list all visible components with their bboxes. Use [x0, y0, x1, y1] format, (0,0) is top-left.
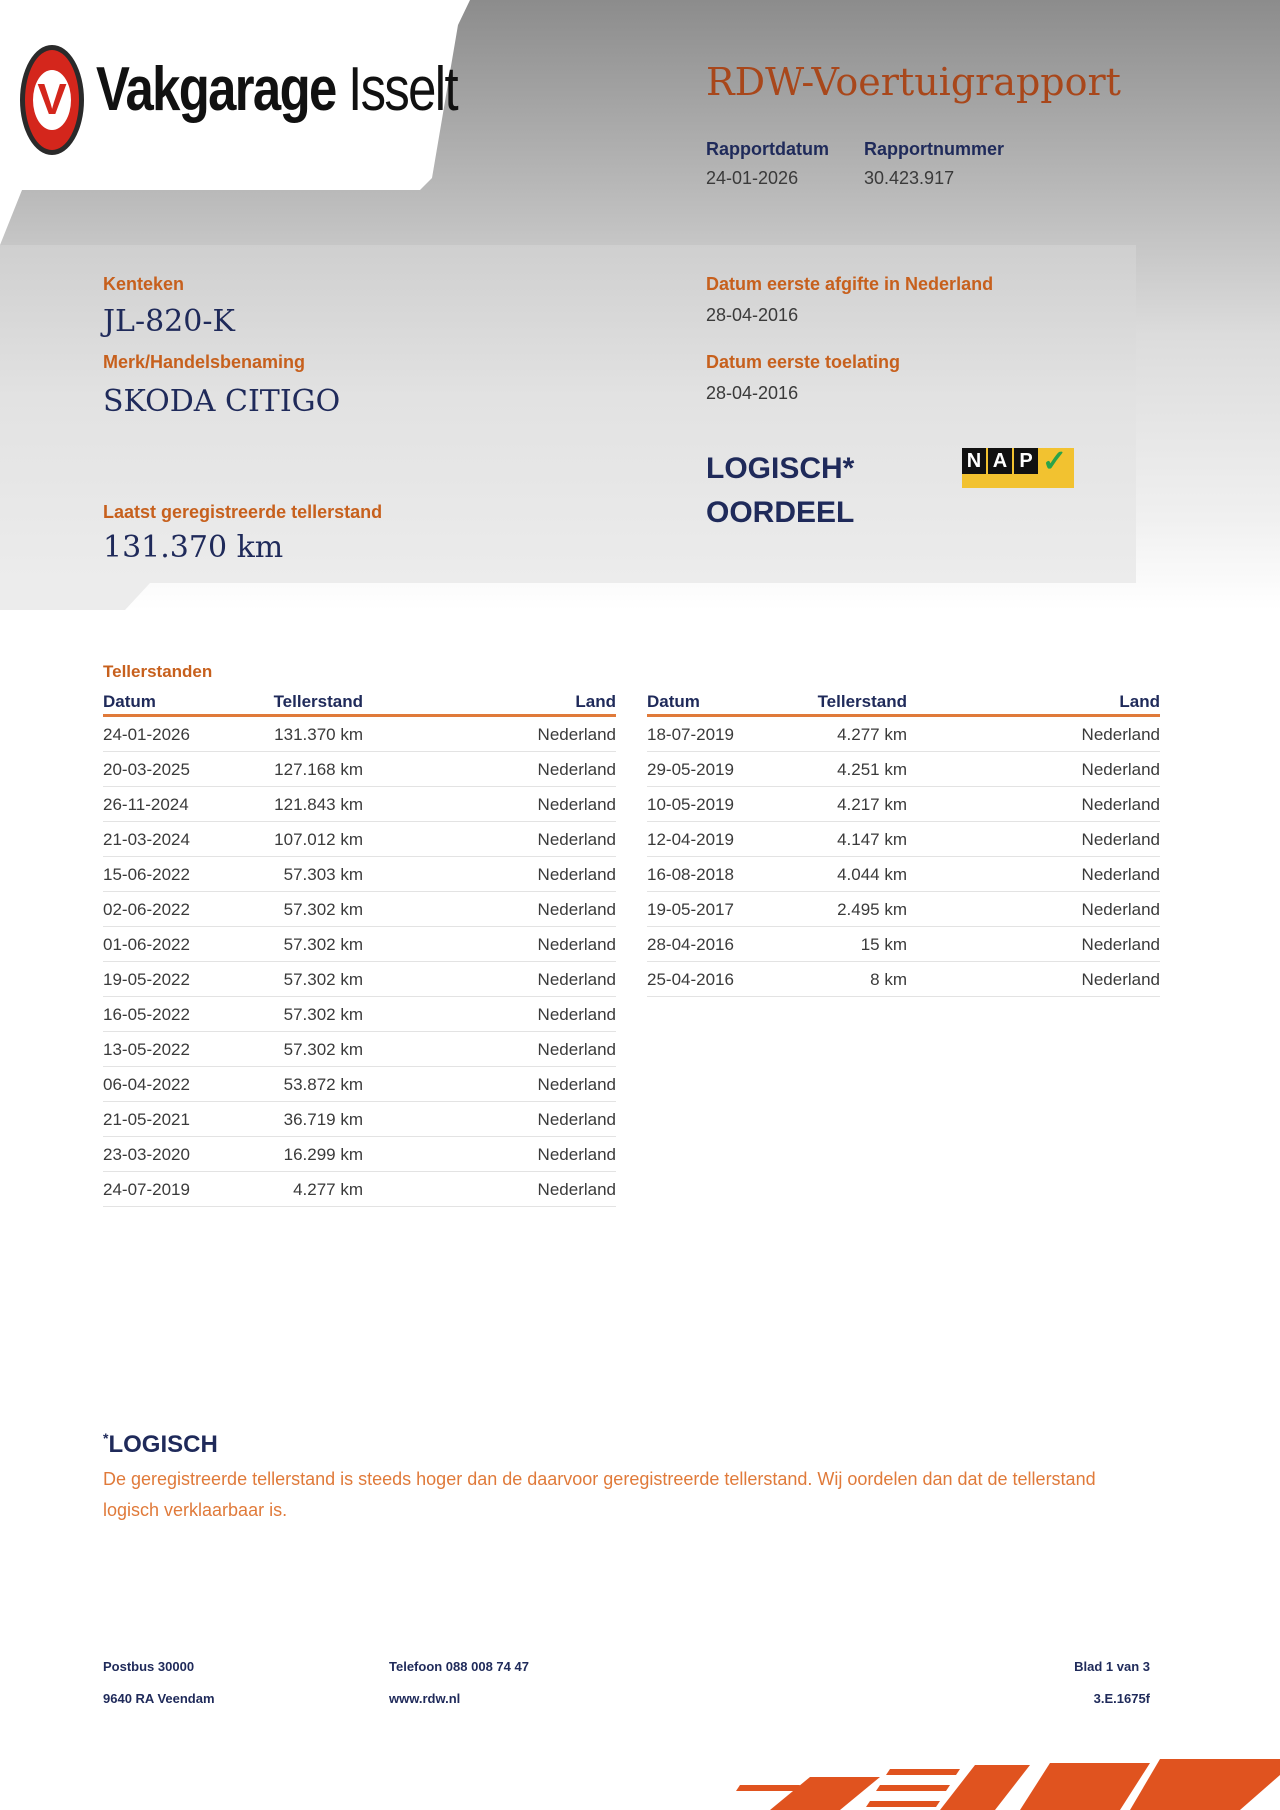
table-row — [647, 893, 1160, 927]
table-row — [103, 928, 616, 962]
nap-badge — [962, 445, 1074, 488]
brand-value: SKODA CITIGO — [103, 384, 341, 419]
cell-date: 28-04-2016 — [647, 934, 734, 954]
header-country: Land — [1119, 692, 1160, 711]
report-number-label: Rapportnummer — [864, 139, 1005, 159]
cell-country: Nederland — [537, 759, 616, 779]
cell-odometer: 107.012 km — [274, 829, 363, 849]
cell-country: Nederland — [1081, 724, 1160, 744]
table-header — [103, 690, 616, 717]
last-odometer-value: 131.370 km — [103, 530, 284, 565]
first-issue-label: Datum eerste afgifte in Nederland — [706, 274, 994, 294]
cell-country: Nederland — [1081, 794, 1160, 814]
cell-odometer: 4.251 km — [837, 759, 907, 779]
cell-odometer: 121.843 km — [274, 794, 363, 814]
cell-country: Nederland — [537, 724, 616, 744]
table-row — [647, 753, 1160, 787]
cell-date: 10-05-2019 — [647, 794, 734, 814]
nap-letter: P — [1014, 448, 1038, 474]
header-date: Datum — [103, 692, 156, 711]
cell-country: Nederland — [537, 969, 616, 989]
table-row — [103, 1173, 616, 1207]
table-row — [103, 1138, 616, 1172]
cell-country: Nederland — [537, 1144, 616, 1164]
footer-address-line1: Postbus 30000 — [103, 1659, 195, 1674]
first-issue-value: 28-04-2016 — [706, 305, 799, 325]
table-row — [103, 1103, 616, 1137]
cell-country: Nederland — [537, 1004, 616, 1024]
cell-date: 19-05-2017 — [647, 899, 734, 919]
cell-odometer: 53.872 km — [283, 1074, 363, 1094]
cell-odometer: 16.299 km — [283, 1144, 363, 1164]
vakgarage-logo-icon — [20, 45, 84, 155]
cell-odometer: 127.168 km — [274, 759, 363, 779]
table-row — [647, 718, 1160, 752]
verdict-oordeel: OORDEEL — [706, 496, 855, 529]
header-date: Datum — [647, 692, 700, 711]
table-row — [103, 998, 616, 1032]
odometer-section-title: Tellerstanden — [103, 662, 213, 681]
table-row — [647, 928, 1160, 962]
cell-date: 12-04-2019 — [647, 829, 734, 849]
cell-date: 29-05-2019 — [647, 759, 734, 779]
cell-date: 18-07-2019 — [647, 724, 734, 744]
cell-country: Nederland — [537, 1179, 616, 1199]
cell-country: Nederland — [537, 794, 616, 814]
logo-mark: V — [33, 70, 71, 130]
table-row — [647, 788, 1160, 822]
table-header — [647, 690, 1160, 717]
footnote-text: De geregistreerde tellerstand is steeds hoger dan de daarvoor geregistreerde tellerstand. Wij oordelen dan dat de tellerstand logisch verklaarbaar is. — [103, 1469, 1096, 1520]
footnote-title-text: LOGISCH — [108, 1431, 218, 1458]
report-title: RDW-Voertuigrapport — [706, 60, 1121, 104]
cell-odometer: 4.147 km — [837, 829, 907, 849]
cell-odometer: 4.044 km — [837, 864, 907, 884]
cell-country: Nederland — [537, 899, 616, 919]
first-admission-value: 28-04-2016 — [706, 383, 799, 403]
table-row — [103, 1033, 616, 1067]
table-row — [103, 1068, 616, 1102]
cell-odometer: 57.302 km — [283, 899, 363, 919]
footer-page-number: Blad 1 van 3 — [1074, 1659, 1150, 1674]
cell-country: Nederland — [537, 1074, 616, 1094]
table-row — [103, 753, 616, 787]
cell-odometer: 8 km — [870, 969, 907, 989]
nap-letter: A — [988, 448, 1012, 474]
odometer-table-left — [103, 690, 616, 1207]
brand-name-light: Isselt — [348, 55, 457, 124]
cell-date: 13-05-2022 — [103, 1039, 190, 1059]
cell-country: Nederland — [537, 829, 616, 849]
table-row — [647, 963, 1160, 997]
cell-odometer: 57.302 km — [283, 969, 363, 989]
cell-odometer: 57.302 km — [283, 1039, 363, 1059]
footnote-title — [103, 1430, 218, 1459]
last-odometer-label: Laatst geregistreerde tellerstand — [103, 502, 383, 522]
report-date-value: 24-01-2026 — [706, 168, 799, 188]
table-row — [103, 823, 616, 857]
cell-date: 06-04-2022 — [103, 1074, 190, 1094]
verdict-logisch: LOGISCH* — [706, 452, 855, 485]
odometer-table-right — [647, 690, 1160, 997]
cell-date: 23-03-2020 — [103, 1144, 190, 1164]
report-date-label: Rapportdatum — [706, 139, 829, 159]
cell-country: Nederland — [1081, 934, 1160, 954]
cell-country: Nederland — [1081, 969, 1160, 989]
cell-date: 16-05-2022 — [103, 1004, 190, 1024]
cell-date: 21-03-2024 — [103, 829, 190, 849]
cell-odometer: 57.302 km — [283, 1004, 363, 1024]
cell-date: 26-11-2024 — [103, 794, 189, 814]
cell-country: Nederland — [537, 1109, 616, 1129]
table-row — [103, 718, 616, 752]
table-row — [103, 893, 616, 927]
nap-letters — [962, 448, 1038, 474]
cell-country: Nederland — [1081, 759, 1160, 779]
checkmark-icon: ✓ — [1042, 445, 1068, 478]
cell-date: 02-06-2022 — [103, 899, 190, 919]
header-country: Land — [575, 692, 616, 711]
table-row — [103, 788, 616, 822]
cell-odometer: 15 km — [860, 934, 907, 954]
cell-date: 24-07-2019 — [103, 1179, 190, 1199]
header-odometer: Tellerstand — [273, 692, 363, 711]
footer-website[interactable]: www.rdw.nl — [389, 1691, 461, 1706]
cell-country: Nederland — [1081, 899, 1160, 919]
first-admission-label: Datum eerste toelating — [706, 352, 901, 372]
vehicle-info-panel-tail — [0, 583, 150, 610]
table-row — [647, 858, 1160, 892]
cell-odometer: 57.302 km — [283, 934, 363, 954]
plate-label: Kenteken — [103, 274, 185, 294]
cell-odometer: 2.495 km — [837, 899, 907, 919]
cell-country: Nederland — [537, 864, 616, 884]
footnote-marker: * — [103, 1430, 109, 1446]
cell-date: 25-04-2016 — [647, 969, 734, 989]
cell-date: 01-06-2022 — [103, 934, 190, 954]
plate-value: JL-820-K — [103, 304, 235, 339]
cell-odometer: 36.719 km — [283, 1109, 363, 1129]
cell-date: 15-06-2022 — [103, 864, 190, 884]
cell-date: 24-01-2026 — [103, 724, 190, 744]
table-row — [103, 858, 616, 892]
cell-country: Nederland — [1081, 829, 1160, 849]
cell-date: 16-08-2018 — [647, 864, 734, 884]
cell-date: 21-05-2021 — [103, 1109, 190, 1129]
brand-name — [96, 54, 457, 125]
table-row — [647, 823, 1160, 857]
cell-odometer: 4.277 km — [293, 1179, 363, 1199]
cell-odometer: 131.370 km — [274, 724, 363, 744]
cell-date: 20-03-2025 — [103, 759, 190, 779]
cell-country: Nederland — [537, 1039, 616, 1059]
footer-address-line2: 9640 RA Veendam — [103, 1691, 215, 1706]
brand-label: Merk/Handelsbenaming — [103, 352, 306, 372]
rdw-brand-stripes-icon — [730, 1755, 1280, 1810]
cell-odometer: 57.303 km — [283, 864, 363, 884]
cell-odometer: 4.217 km — [837, 794, 907, 814]
cell-country: Nederland — [537, 934, 616, 954]
header-odometer: Tellerstand — [817, 692, 907, 711]
table-row — [103, 963, 616, 997]
footer-code: 3.E.1675f — [1093, 1691, 1150, 1706]
cell-country: Nederland — [1081, 864, 1160, 884]
cell-date: 19-05-2022 — [103, 969, 190, 989]
footer-phone: Telefoon 088 008 74 47 — [389, 1659, 529, 1674]
cell-odometer: 4.277 km — [837, 724, 907, 744]
report-number-value: 30.423.917 — [864, 168, 955, 188]
nap-letter: N — [962, 448, 986, 474]
brand-name-bold: Vakgarage — [96, 55, 336, 124]
